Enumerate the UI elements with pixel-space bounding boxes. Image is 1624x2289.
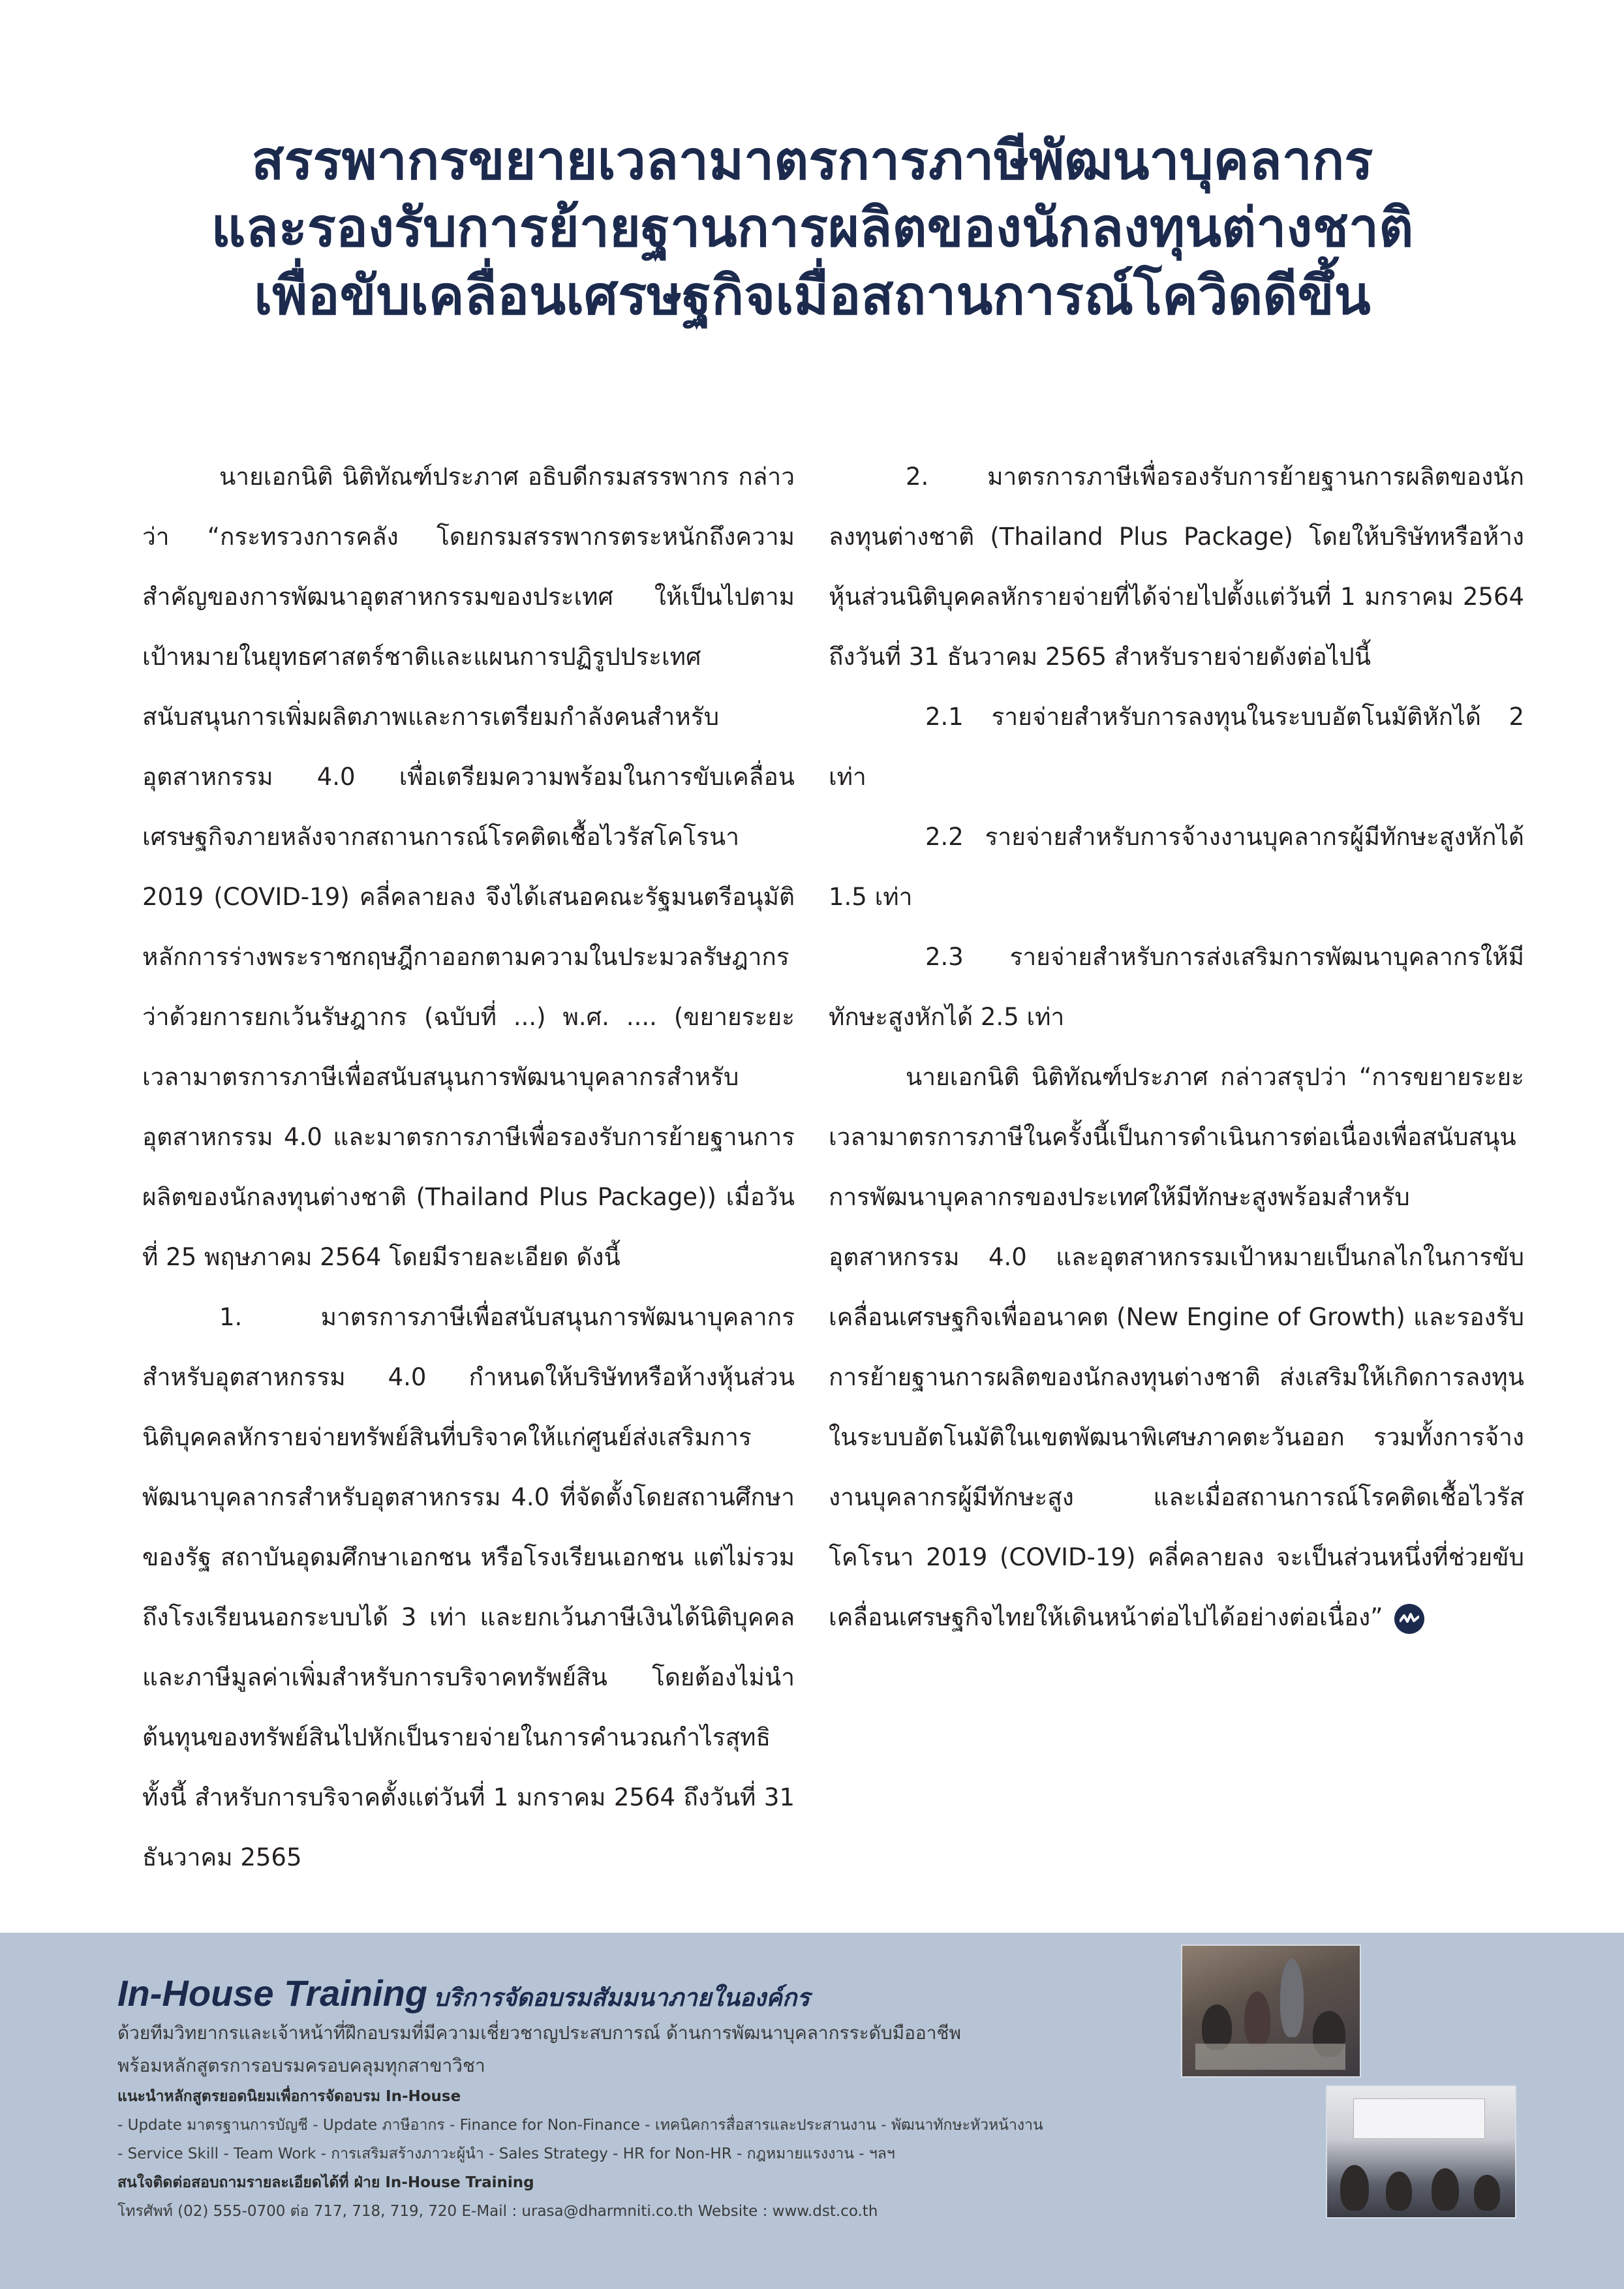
footer-contact-line: โทรศัพท์ (02) 555-0700 ต่อ 717, 718, 719, 720 E-Mail : urasa@dharmniti.co.th Website : www.dst.co.th <box>117 2203 878 2220</box>
paragraph-measure-2: 2. มาตรการภาษีเพื่อรองรับการย้ายฐานการผลิตของนักลงทุนต่างชาติ (Thailand Plus Package) โดยให้บริษัทหรือห้างหุ้นส่วนนิติบุคคลหักรายจ่ายที่ได้จ่ายไปตั้งแต่วันที่ 1 มกราคม 2564 ถึงวันที่ 31 ธันวาคม 2565 สำหรับรายจ่ายดังต่อไปนี้ <box>829 463 1524 671</box>
paragraph-intro: นายเอกนิติ นิติทัณฑ์ประภาศ อธิบดีกรมสรรพากร กล่าวว่า “กระทรวงการคลัง โดยกรมสรรพากรตระหนักถึงความสำคัญของการพัฒนาอุตสาหกรรมของประเทศ ให้เป็นไปตามเป้าหมายในยุทธศาสตร์ชาติและแผนการปฏิรูปประเทศ สนับสนุนการเพิ่มผลิตภาพและการเตรียมกำลังคนสำหรับอุตสาหกรรม 4.0 เพื่อเตรียมความพร้อมในการขับเคลื่อนเศรษฐกิจภายหลังจากสถานการณ์โรคติดเชื้อไวรัสโคโรนา 2019 (COVID-19) คลี่คลายลง จึงได้เสนอคณะรัฐมนตรีอนุมัติหลักการร่างพระราชกฤษฎีกาออกตามความในประมวลรัษฎากร ว่าด้วยการยกเว้นรัษฎากร (ฉบับที่ ...) พ.ศ. .... (ขยายระยะเวลามาตรการภาษีเพื่อสนับสนุนการพัฒนาบุคลากรสำหรับอุตสาหกรรม 4.0 และมาตรการภาษีเพื่อรองรับการย้ายฐานการผลิตของนักลงทุนต่างชาติ (Thailand Plus Package)) เมื่อวันที่ 25 พฤษภาคม 2564 โดยมีรายละเอียด ดังนี้ <box>142 463 795 1271</box>
footer-text <box>117 1972 1135 2226</box>
summary-text: นายเอกนิติ นิติทัณฑ์ประภาศ กล่าวสรุปว่า “การขยายระยะเวลามาตรการภาษีในครั้งนี้เป็นการดำเนินการต่อเนื่องเพื่อสนับสนุนการพัฒนาบุคลากรของประเทศให้มีทักษะสูงพร้อมสำหรับอุตสาหกรรม 4.0 และอุตสาหกรรมเป้าหมายเป็นกลไกในการขับเคลื่อนเศรษฐกิจเพื่ออนาคต (New Engine of Growth) และรองรับการย้ายฐานการผลิตของนักลงทุนต่างชาติ ส่งเสริมให้เกิดการลงทุนในระบบอัตโนมัติในเขตพัฒนาพิเศษภาคตะวันออก รวมทั้งการจ้างงานบุคลากรผู้มีทักษะสูง และเมื่อสถานการณ์โรคติดเชื้อไวรัสโคโรนา 2019 (COVID-19) คลี่คลายลง จะเป็นส่วนหนึ่งที่ช่วยขับเคลื่อนเศรษฐกิจไทยให้เดินหน้าต่อไปได้อย่างต่อเนื่อง” <box>829 1063 1524 1631</box>
footer-courses-heading: แนะนำหลักสูตรยอดนิยมเพื่อการจัดอบรม In-House <box>117 2088 461 2105</box>
paragraph-measure-1: 1. มาตรการภาษีเพื่อสนับสนุนการพัฒนาบุคลากรสำหรับอุตสาหกรรม 4.0 กำหนดให้บริษัทหรือห้างหุ้นส่วนนิติบุคคลหักรายจ่ายทรัพย์สินที่บริจาคให้แก่ศูนย์ส่งเสริมการพัฒนาบุคลากรสำหรับอุตสาหกรรม 4.0 ที่จัดตั้งโดยสถานศึกษาของรัฐ สถาบันอุดมศึกษาเอกชน หรือโรงเรียนเอกชน แต่ไม่รวมถึงโรงเรียนนอกระบบได้ 3 เท่า และยกเว้นภาษีเงินได้นิติบุคคลและภาษีมูลค่าเพิ่มสำหรับการบริจาคทรัพย์สิน โดยต้องไม่นำต้นทุนของทรัพย์สินไปหักเป็นรายจ่ายในการคำนวณกำไรสุทธิ ทั้งนี้ สำหรับการบริจาคตั้งแต่วันที่ 1 มกราคม 2564 ถึงวันที่ 31 ธันวาคม 2565 <box>142 1303 795 1871</box>
training-photo-classroom <box>1326 2085 1516 2219</box>
footer-brand: In-House Training <box>117 1973 427 2014</box>
training-photo-group <box>1181 1944 1361 2078</box>
paragraph-measure-2-2: 2.2 รายจ่ายสำหรับการจ้างงานบุคลากรผู้มีทักษะสูงหักได้ 1.5 เท่า <box>829 823 1524 911</box>
footer-courses-line-1: - Update มาตรฐานการบัญชี - Update ภาษีอากร - Finance for Non-Finance - เทคนิคการสื่อสารและประสานงาน - พัฒนาทักษะหัวหน้างาน <box>117 2117 1043 2134</box>
footer-courses-line-2: - Service Skill - Team Work - การเสริมสร้างภาวะผู้นำ - Sales Strategy - HR for Non-HR - กฎหมายแรงงาน - ฯลฯ <box>117 2145 895 2162</box>
paragraph-measure-2-3: 2.3 รายจ่ายสำหรับการส่งเสริมการพัฒนาบุคลากรให้มีทักษะสูงหักได้ 2.5 เท่า <box>829 943 1524 1031</box>
footer-title-row <box>117 1972 1135 2017</box>
footer-line-1: ด้วยทีมวิทยากรและเจ้าหน้าที่ฝึกอบรมที่มีความเชี่ยวชาญประสบการณ์ ด้านการพัฒนาบุคลากรระดับมืออาชีพ <box>117 2022 961 2044</box>
wave-logo-icon <box>1394 1604 1424 1634</box>
headline-line-3: เพื่อขับเคลื่อนเศรษฐกิจเมื่อสถานการณ์โควิดดีขึ้น <box>254 264 1371 327</box>
paragraph-measure-2-1: 2.1 รายจ่ายสำหรับการลงทุนในระบบอัตโนมัติหักได้ 2 เท่า <box>829 703 1524 791</box>
headline-line-2: และรองรับการย้ายฐานการผลิตของนักลงทุนต่างชาติ <box>211 197 1414 260</box>
footer-contact-heading: สนใจติดต่อสอบถามรายละเอียดได้ที่ ฝ่าย In-House Training <box>117 2174 534 2191</box>
footer-line-2: พร้อมหลักสูตรการอบรมครอบคลุมทุกสาขาวิชา <box>117 2055 485 2076</box>
paragraph-summary <box>829 1047 1524 1648</box>
right-column <box>829 447 1524 1648</box>
headline-line-1: สรรพากรขยายเวลามาตรการภาษีพัฒนาบุคลากร <box>251 130 1373 192</box>
left-column <box>142 447 795 1888</box>
headline <box>98 127 1527 330</box>
footer-brand-sub: บริการจัดอบรมสัมมนาภายในองค์กร <box>433 1984 810 2012</box>
